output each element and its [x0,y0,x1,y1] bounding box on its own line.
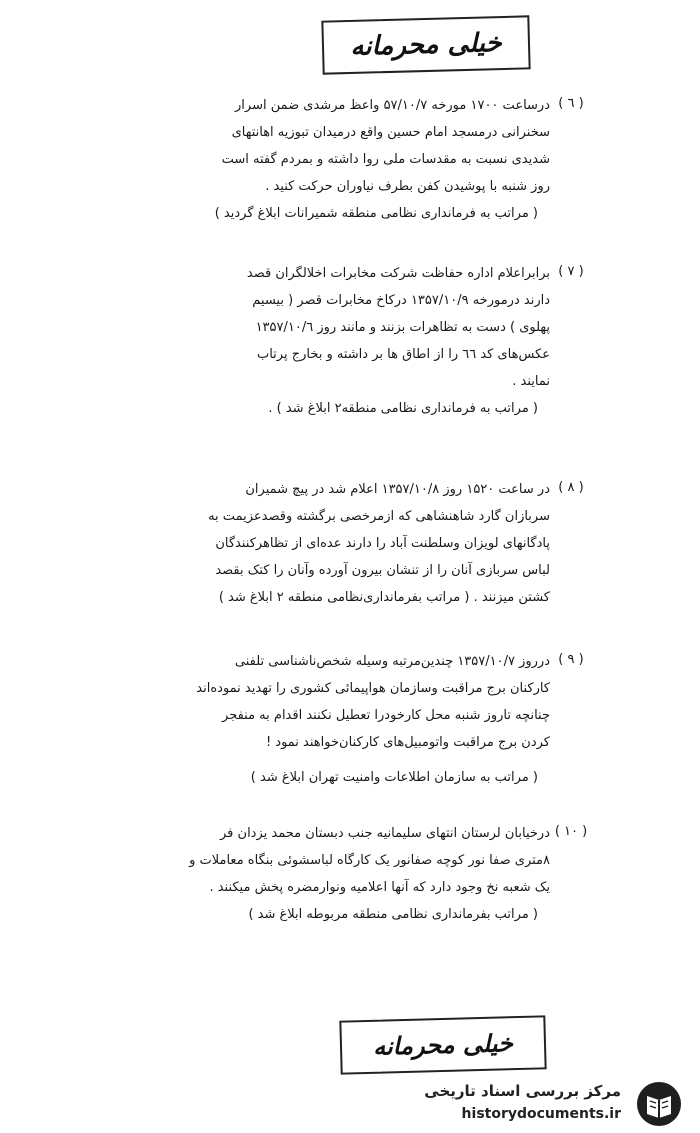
paragraph-line: کشتن میزنند . ( مراتب بفرمانداری‌نظامی منطقه ۲ ابلاغ شد ) [218,590,550,605]
paragraph-number: ( ۱۰ ) [554,824,588,839]
paragraph-line: شدیدی نسبت به مقدسات ملی روا داشته و بمردم گفته است [221,152,550,167]
paragraph-6 [150,92,550,227]
paragraph-line: سخنرانی درمسجد امام حسین واقع درمیدان تبوزیه اهانتهای [231,125,550,140]
paragraph-number: ( ۸ ) [558,480,584,495]
paragraph-line: دارند درمورخه ۱۳۵۷/۱۰/۹ درکاخ مخابرات قصر ( بیسیم [252,293,550,308]
watermark-url: historydocuments.ir [461,1106,621,1122]
paragraph-10 [150,820,550,928]
paragraph-note: ( مراتب به فرمانداری نظامی منطقه۲ ابلاغ شد ) . [268,401,538,416]
paragraph-line: کردن برج مراقبت واتومبیل‌های کارکنان‌خواهند نمود ! [265,735,550,750]
paragraph-8 [150,476,550,611]
paragraph-line: سربازان گارد شاهنشاهی که ازمرخصی برگشته وقصدعزیمت به [208,509,550,524]
paragraph-note: ( مراتب به سازمان اطلاعات وامنیت تهران ابلاغ شد ) [250,770,538,785]
paragraph-line: پهلوی ) دست به تظاهرات بزنند و مانند روز ۱۳۵۷/۱۰/٦ [255,320,550,335]
top-classification-stamp: خیلی محرمانه [321,15,530,74]
paragraph-line: ۸متری صفا نور کوچه صفانور یک کارگاه لباسشوئی بنگاه معاملات و [189,853,550,868]
paragraph-line: نمایند . [512,374,550,389]
watermark-name: مرکز بررسی اسناد تاریخی [424,1082,621,1100]
paragraph-9 [150,648,550,791]
paragraph-line: روز شنبه با پوشیدن کفن بطرف نیاوران حرکت کنید . [265,179,550,194]
bottom-classification-stamp: خیلی محرمانه [339,1015,546,1074]
paragraph-line: درروز ۱۳۵۷/۱۰/۷ چندین‌مرتبه وسیله شخص‌ناشناسی تلفنی [234,654,550,669]
paragraph-number: ( ۷ ) [558,264,584,279]
paragraph-line: برابراعلام اداره حفاظت شرکت مخابرات اخلالگران قصد [246,266,550,281]
book-logo-icon [633,1080,685,1128]
paragraph-line: درساعت ۱۷۰۰ مورخه ۵۷/۱۰/۷ واعظ مرشدی ضمن اسرار [235,98,550,113]
paragraph-line: چنانچه تاروز شنبه محل کارخودرا تعطیل نکنند اقدام به منفجر [222,708,550,723]
paragraph-line: درخیابان لرستان انتهای سلیمانیه جنب دبستان محمد یزدان فر [220,826,550,841]
paragraph-7 [150,260,550,422]
paragraph-line: عکس‌های کد ٦٦ را از اطاق ها بر داشته و بخارج پرتاب [256,347,550,362]
paragraph-number: ( ۹ ) [558,652,584,667]
paragraph-line: کارکنان برج مراقبت وسازمان هواپیمائی کشوری را تهدید نموده‌اند [196,681,550,696]
paragraph-line: یک شعبه نخ وجود دارد که آنها اعلامیه ونوارمضره پخش میکنند . [209,880,550,895]
watermark [408,1078,693,1130]
paragraph-number: ( ٦ ) [558,96,584,111]
paragraph-note: ( مراتب به فرمانداری نظامی منطقه شمیرانات ابلاغ گردید ) [214,206,538,221]
paragraph-line: لباس سربازی آنان را از تنشان بیرون آورده وآنان را کتک بقصد [215,563,550,578]
paragraph-line: پادگانهای لویزان وسلطنت آباد را دارند عده‌ای از تظاهرکنندگان [215,536,550,551]
paragraph-line: در ساعت ۱۵۲۰ روز ۱۳۵۷/۱۰/۸ اعلام شد در پیچ شمیران [245,482,550,497]
paragraph-note: ( مراتب بفرمانداری نظامی منطقه مربوطه ابلاغ شد ) [248,907,538,922]
